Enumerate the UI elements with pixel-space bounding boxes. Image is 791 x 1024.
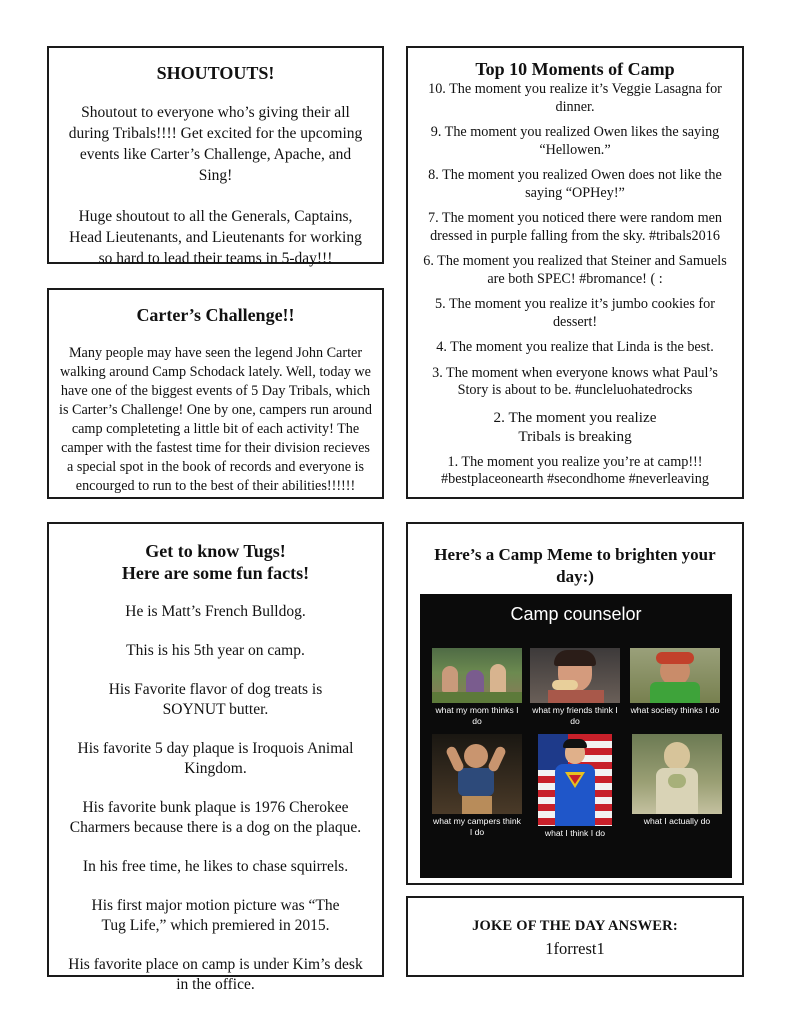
meme-panel-mom xyxy=(432,648,522,727)
tugs-fact: His first major motion picture was “The Tug Life,” which premiered in 2015. xyxy=(91,897,340,934)
joke-answer-box xyxy=(406,896,744,977)
tugs-fact: His Favorite flavor of dog treats is SOYNUT butter. xyxy=(108,681,323,718)
top-ten-item: 4. The moment you realize that Linda is the best. xyxy=(436,339,714,355)
tugs-title-line2: Here are some fun facts! xyxy=(121,563,310,583)
meme-caption: what my mom thinks I do xyxy=(435,705,519,726)
tugs-fact: This is his 5th year on camp. xyxy=(126,642,305,659)
tugs-fact: His favorite place on camp is under Kim’s desk in the office. xyxy=(68,956,363,993)
camp-meme-title: Here’s a Camp Meme to brighten your day:) xyxy=(434,545,716,586)
meme-heading: Camp counselor xyxy=(510,604,642,624)
shoutouts-paragraph: Huge shoutout to all the Generals, Captains, Head Lieutenants, and Lieutenants for working so hard to lead their teams in 5-day!!! xyxy=(69,208,362,267)
top-ten-title: Top 10 Moments of Camp xyxy=(475,59,675,79)
top-ten-item: 5. The moment you realize it’s jumbo cookies for dessert! xyxy=(435,296,715,330)
meme-caption: what I actually do xyxy=(643,816,711,826)
joke-answer-label: JOKE OF THE DAY ANSWER: xyxy=(472,918,678,934)
meme-panel-campers xyxy=(432,734,522,838)
meme-caption: what my campers think I do xyxy=(433,816,521,837)
shoutouts-title: SHOUTOUTS! xyxy=(156,63,275,83)
camp-meme-image xyxy=(420,594,732,878)
top-ten-item: 1. The moment you realize you’re at camp!!! #bestplaceonearth #secondhome #neverleaving xyxy=(441,453,709,487)
meme-caption: what I think I do xyxy=(544,828,606,838)
meme-caption: what society thinks I do xyxy=(630,705,720,715)
meme-photo-hippie-icon xyxy=(630,648,720,703)
meme-photo-group-icon xyxy=(432,648,522,703)
joke-answer-text: 1forrest1 xyxy=(545,939,605,958)
shoutouts-box xyxy=(47,46,384,267)
tugs-title-line1: Get to know Tugs! xyxy=(145,541,286,561)
top-ten-item: 3. The moment when everyone knows what Paul’s Story is about to be. #uncleluohatedrocks xyxy=(432,364,718,398)
tugs-fact: In his free time, he likes to chase squirrels. xyxy=(82,858,349,875)
meme-panel-friends xyxy=(530,648,620,727)
tugs-fact: His favorite 5 day plaque is Iroquois Animal Kingdom. xyxy=(77,740,354,777)
meme-panel-self xyxy=(538,734,628,839)
shoutouts-paragraph: Shoutout to everyone who’s giving their all during Tribals!!!! Get excited for the upcoming events like Carter’s Challenge, Apache, and Sing! xyxy=(68,104,363,184)
top-ten-item: 7. The moment you noticed there were random men dressed in purple falling from the sky. #tribals2016 xyxy=(427,210,723,244)
tugs-fact: His favorite bunk plaque is 1976 Cherokee Charmers because there is a dog on the plaque. xyxy=(69,799,362,836)
meme-photo-eating-icon xyxy=(530,648,620,703)
top-ten-box xyxy=(406,46,744,499)
meme-photo-mess-icon xyxy=(632,734,722,814)
meme-caption: what my friends think I do xyxy=(532,705,618,726)
top-ten-item: 10. The moment you realize it’s Veggie Lasagna for dinner. xyxy=(428,81,722,115)
meme-panel-society xyxy=(630,648,720,716)
tugs-fact: He is Matt’s French Bulldog. xyxy=(125,603,306,620)
meme-photo-superman-icon xyxy=(538,734,612,826)
tugs-title xyxy=(63,540,368,584)
meme-panel-actually xyxy=(632,734,722,827)
top-ten-item: 6. The moment you realized that Steiner and Samuels are both SPEC! #bromance! ( : xyxy=(423,253,727,287)
carters-challenge-paragraph: Many people may have seen the legend John Carter walking around Camp Schodack lately. Well, today we have one of the biggest events of 5 Day Tribals, which is Carter’s Challenge! One by one, campers run around camp completeting a little bit of each activity! The camper with the fastest time for their division recieves a special spot in the book of records and everyone is encourged to run to the best of their abilities!!!!!! xyxy=(59,345,372,494)
top-ten-item: 9. The moment you realized Owen likes the saying “Hellowen.” xyxy=(430,124,720,158)
tugs-facts-box xyxy=(47,522,384,993)
meme-photo-party-icon xyxy=(432,734,522,814)
carters-challenge-title: Carter’s Challenge!! xyxy=(136,305,295,325)
carters-challenge-box xyxy=(47,288,384,499)
top-ten-item: 2. The moment you realize Tribals is breaking xyxy=(493,408,657,445)
camp-meme-box xyxy=(406,522,744,885)
top-ten-item: 8. The moment you realized Owen does not like the saying “OPHey!” xyxy=(428,167,722,201)
